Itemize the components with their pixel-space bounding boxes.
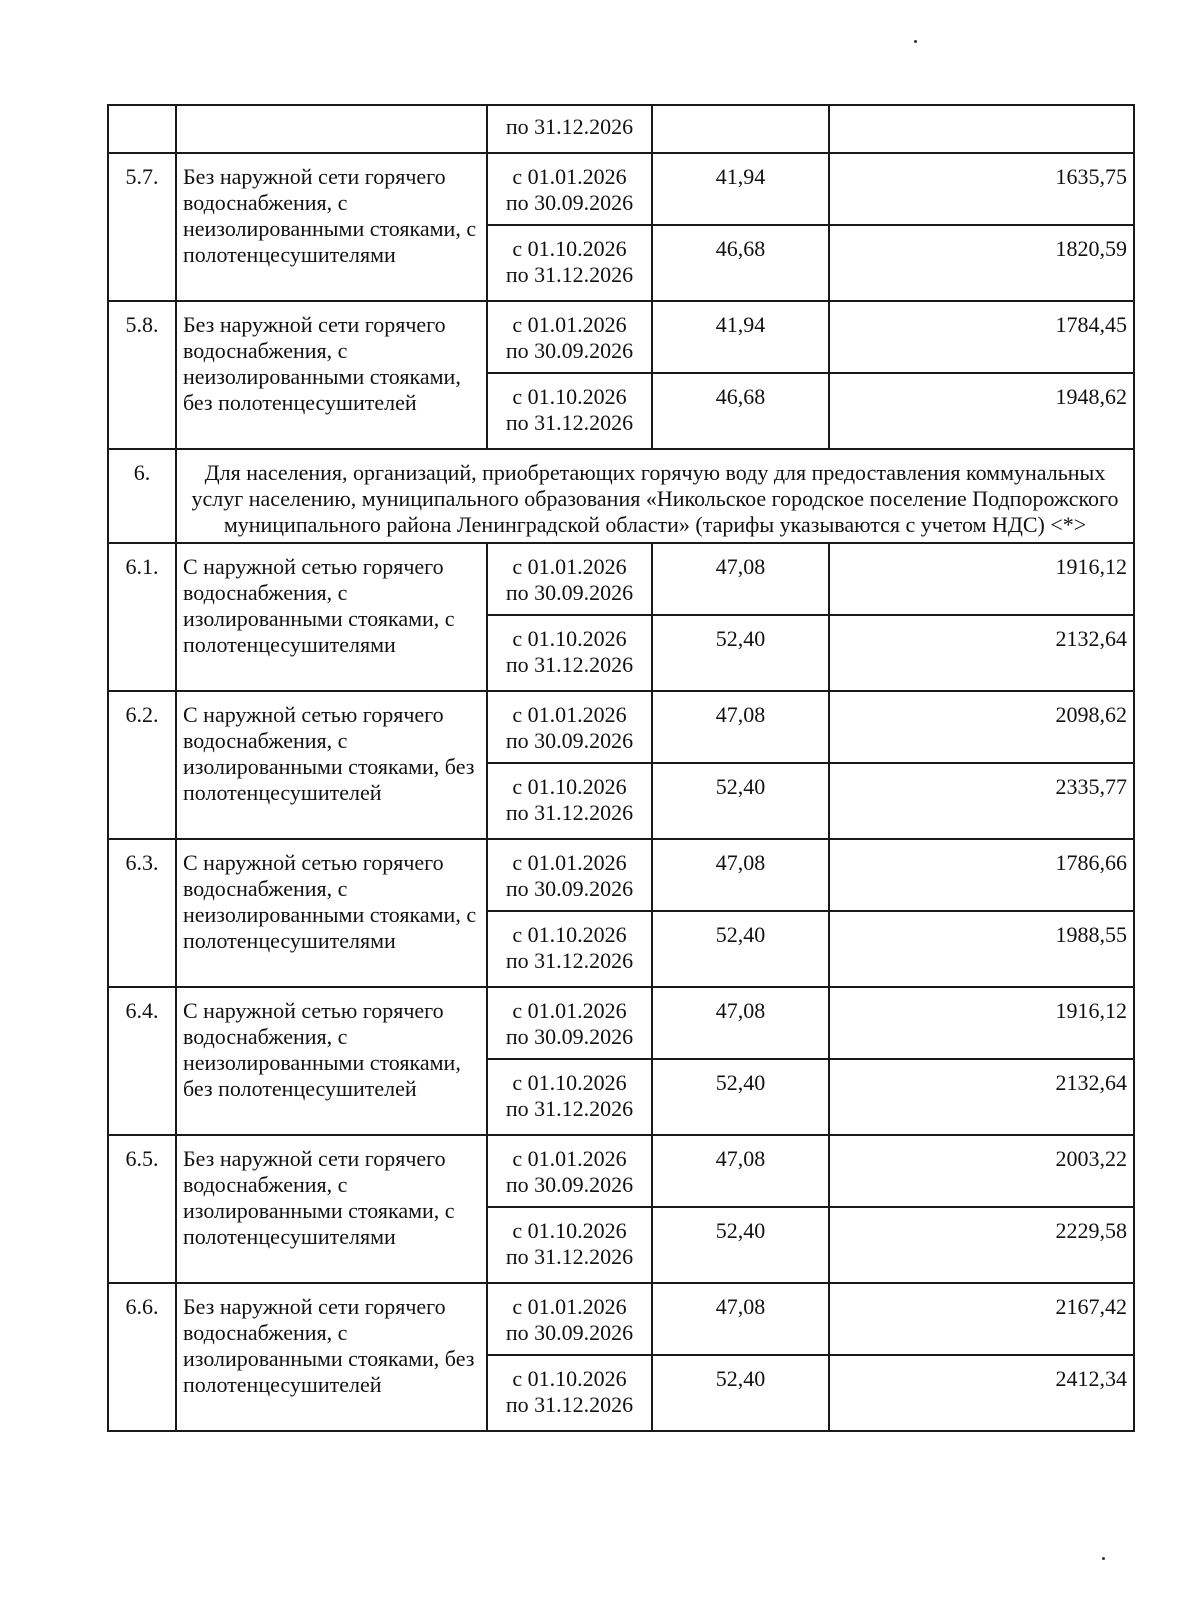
row-name-cell: Без наружной сети горячего водоснабжения, с неизолированными стояками, без полотенцесушителей	[176, 301, 487, 449]
period-start: с 01.01.2026	[512, 850, 627, 875]
period-cell	[487, 543, 652, 615]
period-end: по 31.12.2026	[505, 948, 634, 973]
tariff-value: 1635,75	[829, 153, 1134, 225]
row-number-cell	[108, 105, 176, 153]
period-start: с 01.01.2026	[512, 1294, 627, 1319]
tariff-value: 1988,55	[829, 911, 1134, 987]
tariff-value: 1786,66	[829, 839, 1134, 911]
table-row	[108, 543, 1134, 615]
period-end: по 30.09.2026	[505, 1024, 634, 1049]
row-number-cell: 5.7.	[108, 153, 176, 301]
period-cell	[487, 763, 652, 839]
component-value: 52,40	[652, 763, 829, 839]
row-number-cell: 6.6.	[108, 1283, 176, 1431]
row-number-cell: 6.2.	[108, 691, 176, 839]
period-cell	[487, 691, 652, 763]
tariff-value: 2229,58	[829, 1207, 1134, 1283]
component-value: 47,08	[652, 691, 829, 763]
component-value: 52,40	[652, 615, 829, 691]
table-row	[108, 1283, 1134, 1355]
row-name-cell: Без наружной сети горячего водоснабжения, с изолированными стояками, с полотенцесушителями	[176, 1135, 487, 1283]
tariff-table	[107, 104, 1135, 1432]
component-value: 52,40	[652, 1059, 829, 1135]
component-value: 52,40	[652, 1355, 829, 1431]
row-name-cell: С наружной сетью горячего водоснабжения, с изолированными стояками, без полотенцесушителей	[176, 691, 487, 839]
tariff-value: 2167,42	[829, 1283, 1134, 1355]
tariff-value: 1916,12	[829, 987, 1134, 1059]
table-row	[108, 105, 1134, 153]
component-value: 46,68	[652, 225, 829, 301]
period-start: с 01.10.2026	[512, 626, 627, 651]
period-start: с 01.01.2026	[512, 312, 627, 337]
period-start: с 01.01.2026	[512, 702, 627, 727]
period-end: по 31.12.2026	[505, 262, 634, 287]
period-cell	[487, 373, 652, 449]
period-end: по 30.09.2026	[505, 580, 634, 605]
section-title: Для населения, организаций, приобретающих горячую воду для предоставления коммунальных услуг населению, муниципального образования «Никольское городское поселение Подпорожского муниципального района Ленинградской области» (тарифы указываются с учетом НДС) <*>	[176, 449, 1134, 543]
period-start: с 01.01.2026	[512, 164, 627, 189]
period-end: по 31.12.2026	[505, 800, 634, 825]
row-number-cell: 6.1.	[108, 543, 176, 691]
period-cell	[487, 615, 652, 691]
period-start: с 01.10.2026	[512, 236, 627, 261]
row-number-cell: 5.8.	[108, 301, 176, 449]
tariff-value: 2335,77	[829, 763, 1134, 839]
period-end: по 31.12.2026	[505, 410, 634, 435]
tariff-value: 1948,62	[829, 373, 1134, 449]
period-cell	[487, 911, 652, 987]
section-row	[108, 449, 1134, 543]
period-end: по 30.09.2026	[505, 876, 634, 901]
tariff-value: 2412,34	[829, 1355, 1134, 1431]
period-end: по 31.12.2026	[505, 652, 634, 677]
period-cell	[487, 1207, 652, 1283]
row-name-cell: С наружной сетью горячего водоснабжения, с неизолированными стояками, с полотенцесушителями	[176, 839, 487, 987]
period-end: по 31.12.2026	[505, 1244, 634, 1269]
scan-speck	[914, 40, 917, 43]
period-cell	[487, 1355, 652, 1431]
row-name-cell: Без наружной сети горячего водоснабжения, с изолированными стояками, без полотенцесушителей	[176, 1283, 487, 1431]
period-start: с 01.10.2026	[512, 774, 627, 799]
period-end: по 31.12.2026	[505, 1096, 634, 1121]
price-cell	[829, 105, 1134, 153]
period-cell	[487, 301, 652, 373]
component-value: 47,08	[652, 1283, 829, 1355]
table-row	[108, 987, 1134, 1059]
period-end: по 31.12.2026	[505, 1392, 634, 1417]
tariff-value: 2098,62	[829, 691, 1134, 763]
period-start: с 01.10.2026	[512, 384, 627, 409]
period-start: с 01.10.2026	[512, 1366, 627, 1391]
component-value: 52,40	[652, 1207, 829, 1283]
period-end: по 30.09.2026	[505, 1172, 634, 1197]
component-value: 47,08	[652, 543, 829, 615]
component-value: 47,08	[652, 987, 829, 1059]
component-value: 47,08	[652, 1135, 829, 1207]
period-start: с 01.01.2026	[512, 998, 627, 1023]
component-value: 41,94	[652, 301, 829, 373]
period-cell	[487, 839, 652, 911]
period-end: по 30.09.2026	[505, 338, 634, 363]
period-cell	[487, 1283, 652, 1355]
table-row	[108, 153, 1134, 225]
tariff-value: 1916,12	[829, 543, 1134, 615]
period-cell	[487, 105, 652, 153]
period-cell	[487, 1135, 652, 1207]
table-row	[108, 691, 1134, 763]
period-end: по 30.09.2026	[505, 728, 634, 753]
tariff-value: 1820,59	[829, 225, 1134, 301]
period-cell	[487, 225, 652, 301]
period-end: по 30.09.2026	[505, 190, 634, 215]
scan-speck	[1102, 1557, 1105, 1560]
table-row	[108, 1135, 1134, 1207]
component-value: 47,08	[652, 839, 829, 911]
row-name-cell: С наружной сетью горячего водоснабжения, с изолированными стояками, с полотенцесушителями	[176, 543, 487, 691]
period-start: с 01.01.2026	[512, 1146, 627, 1171]
period-start: с 01.01.2026	[512, 554, 627, 579]
period-cell	[487, 987, 652, 1059]
tariff-value: 2132,64	[829, 1059, 1134, 1135]
row-name-cell	[176, 105, 487, 153]
tariff-value: 1784,45	[829, 301, 1134, 373]
row-name-cell: Без наружной сети горячего водоснабжения, с неизолированными стояками, с полотенцесушителями	[176, 153, 487, 301]
tariff-value: 2003,22	[829, 1135, 1134, 1207]
table-row	[108, 301, 1134, 373]
period-start: с 01.10.2026	[512, 1218, 627, 1243]
section-number: 6.	[108, 449, 176, 543]
row-number-cell: 6.5.	[108, 1135, 176, 1283]
table-row	[108, 839, 1134, 911]
row-number-cell: 6.4.	[108, 987, 176, 1135]
period-start: с 01.10.2026	[512, 1070, 627, 1095]
period-cell	[487, 1059, 652, 1135]
component-value: 41,94	[652, 153, 829, 225]
period-end: по 30.09.2026	[505, 1320, 634, 1345]
row-name-cell: С наружной сетью горячего водоснабжения, с неизолированными стояками, без полотенцесушителей	[176, 987, 487, 1135]
component-value: 52,40	[652, 911, 829, 987]
component-cell	[652, 105, 829, 153]
period-cell	[487, 153, 652, 225]
component-value: 46,68	[652, 373, 829, 449]
period-end: по 31.12.2026	[505, 114, 634, 139]
period-start: с 01.10.2026	[512, 922, 627, 947]
tariff-value: 2132,64	[829, 615, 1134, 691]
row-number-cell: 6.3.	[108, 839, 176, 987]
